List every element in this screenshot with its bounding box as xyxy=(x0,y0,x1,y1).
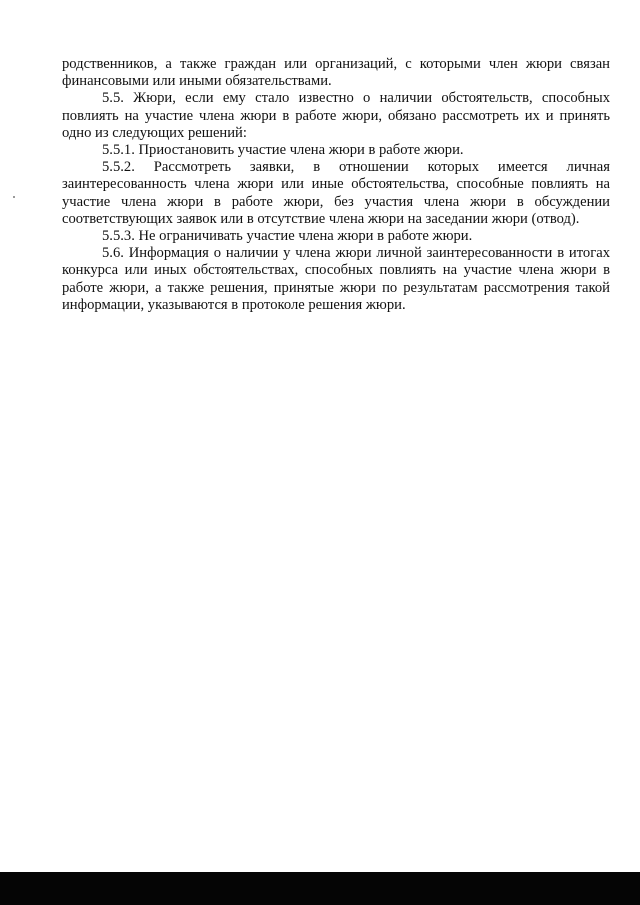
paragraph-continuation: родственников, а также граждан или организаций, с которыми член жюри связан финансовыми или иными обязательствами. xyxy=(62,56,610,90)
scan-bottom-border xyxy=(0,872,640,905)
paragraph-5-6: 5.6. Информация о наличии у члена жюри личной заинтересованности в итогах конкурса или иных обстоятельствах, способных повлиять на участие члена жюри в работе жюри, а также решения, принятые жюри по результатам рассмотрения такой информации, указываются в протоколе решения жюри. xyxy=(62,245,610,313)
paragraph-5-5: 5.5. Жюри, если ему стало известно о наличии обстоятельств, способных повлиять на участие члена жюри в работе жюри, обязано рассмотреть их и принять одно из следующих решений: xyxy=(62,90,610,141)
document-body xyxy=(62,56,610,314)
paragraph-5-5-1: 5.5.1. Приостановить участие члена жюри в работе жюри. xyxy=(102,142,464,159)
paragraph-5-5-2: 5.5.2. Рассмотреть заявки, в отношении которых имеется личная заинтересованность члена жюри или иные обстоятельства, способные повлиять на участие члена жюри в работе жюри, без участия члена жюри в обсуждении соответствующих заявок или в отсутствие члена жюри на заседании жюри (отвод). xyxy=(62,159,610,227)
paragraph-5-5-3: 5.5.3. Не ограничивать участие члена жюри в работе жюри. xyxy=(102,228,473,245)
scan-speck xyxy=(13,196,15,198)
